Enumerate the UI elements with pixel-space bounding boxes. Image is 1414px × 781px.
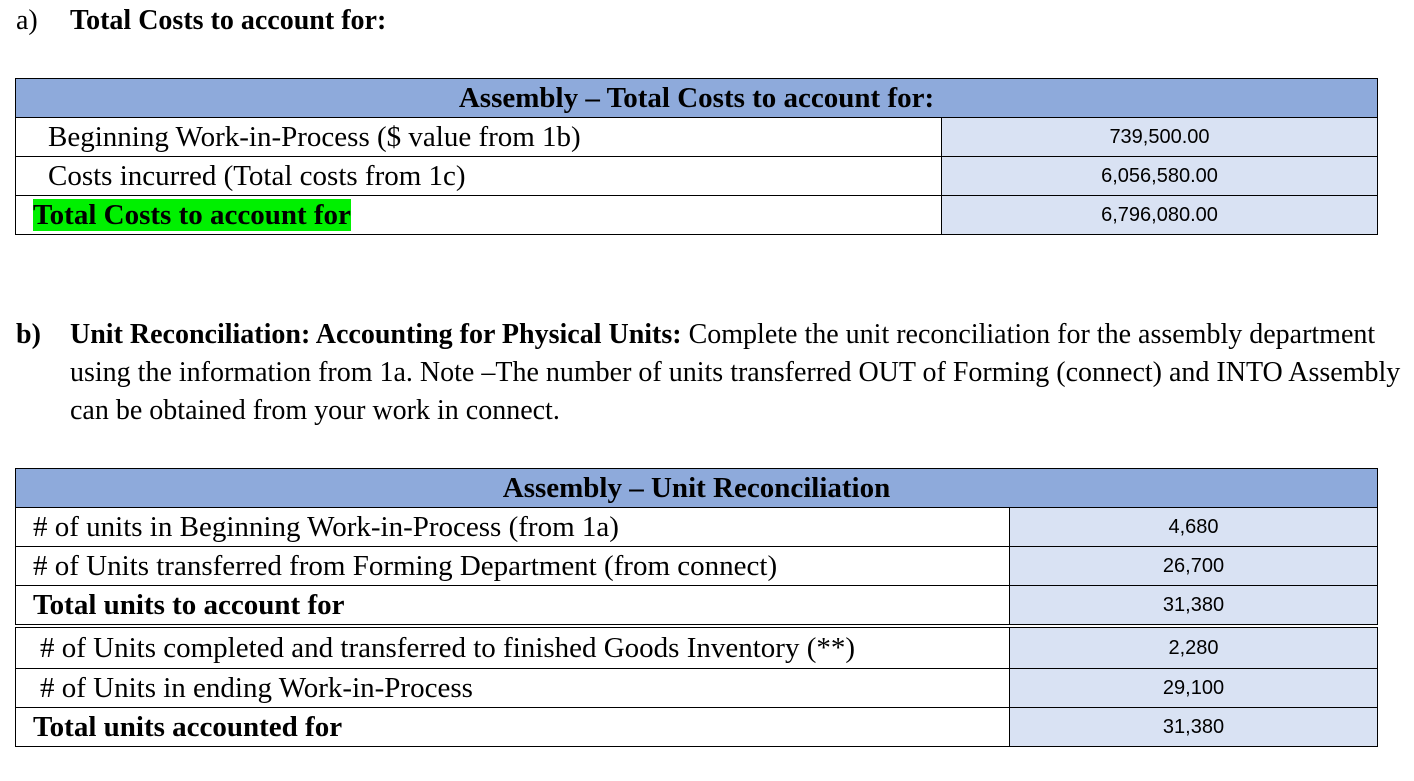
row-label-beginning-wip: Beginning Work-in-Process ($ value from 1b) <box>16 118 942 157</box>
section-b-title: Unit Reconciliation: Accounting for Physical Units: <box>70 319 682 350</box>
row-value-total-costs: 6,796,080.00 <box>942 196 1378 235</box>
row-label-units-beginning-wip: # of units in Beginning Work-in-Process (from 1a) <box>16 508 1010 547</box>
section-a-marker: a) <box>16 5 38 36</box>
row-value-units-ending-wip: 29,100 <box>1010 669 1378 708</box>
section-b-text: Complete the unit reconciliation for the assembly department using the information from 1a. Note –The number of units transferred OUT of Forming (connect) and INTO Assembly can be obtained from your work in connect. <box>70 319 1401 426</box>
row-label-units-transferred-in: # of Units transferred from Forming Department (from connect) <box>16 547 1010 586</box>
table-row <box>16 508 1378 547</box>
row-label-costs-incurred: Costs incurred (Total costs from 1c) <box>16 157 942 196</box>
table-row <box>16 669 1378 708</box>
row-label-units-completed: # of Units completed and transferred to finished Goods Inventory (**) <box>16 626 1010 669</box>
total-costs-table-header: Assembly – Total Costs to account for: <box>16 79 1378 118</box>
table-row <box>16 547 1378 586</box>
section-b-marker: b) <box>16 319 41 350</box>
section-a-title: Total Costs to account for: <box>70 5 387 36</box>
row-label-units-ending-wip: # of Units in ending Work-in-Process <box>16 669 1010 708</box>
table-row <box>16 118 1378 157</box>
row-label-total-costs: Total Costs to account for <box>33 198 351 231</box>
section-a-heading <box>16 2 386 40</box>
table-row <box>16 626 1378 669</box>
section-b-paragraph <box>16 316 1406 430</box>
row-value-units-transferred-in: 26,700 <box>1010 547 1378 586</box>
total-costs-table <box>15 78 1378 235</box>
row-value-units-beginning-wip: 4,680 <box>1010 508 1378 547</box>
row-label-total-units-to-account: Total units to account for <box>16 586 1010 627</box>
row-value-total-units-accounted: 31,380 <box>1010 708 1378 747</box>
table-row <box>16 708 1378 747</box>
row-label-total-costs-cell <box>16 196 942 235</box>
table-row <box>16 157 1378 196</box>
table-row <box>16 586 1378 627</box>
row-value-beginning-wip: 739,500.00 <box>942 118 1378 157</box>
unit-reconciliation-table <box>15 468 1378 747</box>
table-row <box>16 196 1378 235</box>
row-label-total-units-accounted: Total units accounted for <box>16 708 1010 747</box>
unit-reconciliation-table-header: Assembly – Unit Reconciliation <box>16 469 1378 508</box>
row-value-units-completed: 2,280 <box>1010 626 1378 669</box>
row-value-total-units-to-account: 31,380 <box>1010 586 1378 627</box>
row-value-costs-incurred: 6,056,580.00 <box>942 157 1378 196</box>
